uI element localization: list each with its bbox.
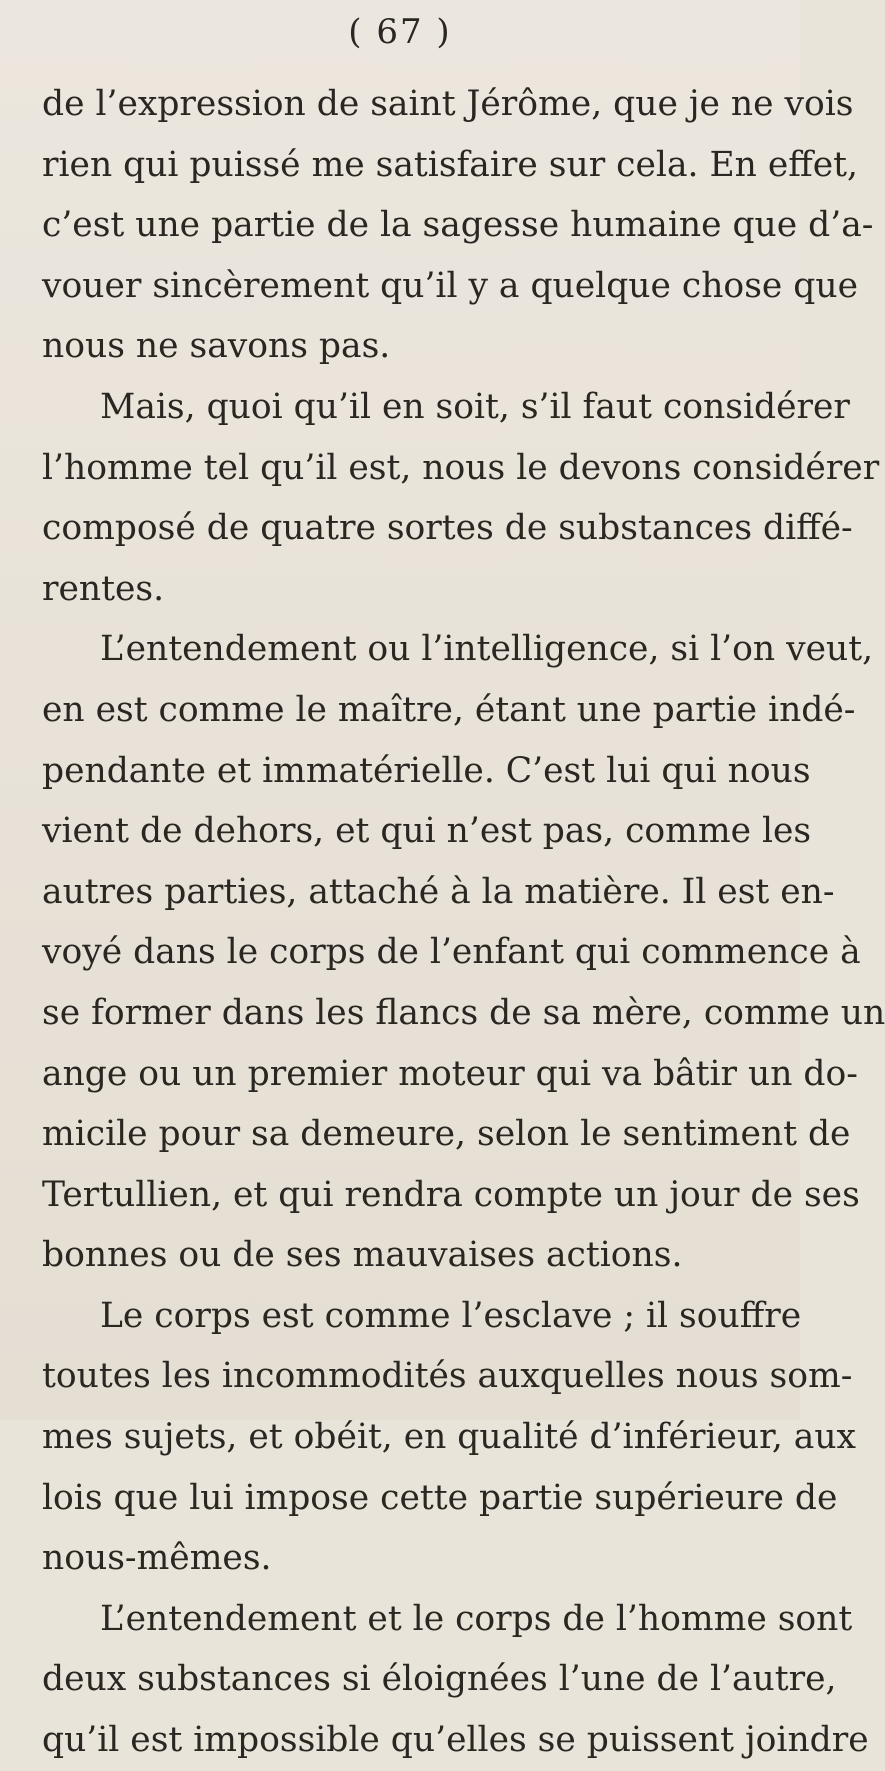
text-line: nous ne savons pas.	[42, 326, 391, 367]
text-line: Le corps est comme l’esclave ; il souffre	[100, 1295, 802, 1336]
text-line: lois que lui impose cette partie supérieure de	[42, 1477, 838, 1518]
body-text	[42, 74, 885, 1771]
text-line: ange ou un premier moteur qui va bâtir un do-	[42, 1053, 858, 1094]
text-line: vouer sincèrement qu’il y a quelque chose que	[42, 265, 859, 306]
text-line: voyé dans le corps de l’enfant qui commence à	[42, 932, 861, 973]
text-line: composé de quatre sortes de substances diffé-	[42, 508, 853, 549]
text-line: de l’expression de saint Jérôme, que je ne vois	[42, 84, 854, 124]
text-line: rien qui puissé me satisfaire sur cela. En effet,	[42, 144, 858, 185]
text-line: vient de dehors, et qui n’est pas, comme les	[42, 811, 812, 852]
text-line: pendante et immatérielle. C’est lui qui nous	[42, 750, 811, 791]
text-line: bonnes ou de ses mauvaises actions.	[42, 1235, 683, 1276]
text-line: mes sujets, et obéit, en qualité d’inférieur, aux	[42, 1417, 857, 1458]
text-line: Tertullien, et qui rendra compte un jour de ses	[42, 1174, 860, 1215]
text-line: autres parties, attaché à la matière. Il est en-	[42, 871, 835, 912]
text-line: deux substances si éloignées l’une de l’autre,	[42, 1659, 837, 1700]
text-line: Mais, quoi qu’il en soit, s’il faut considérer	[100, 386, 850, 427]
text-line: c’est une partie de la sagesse humaine que d’a-	[42, 205, 874, 246]
text-line: en est comme le maître, étant une partie indé-	[42, 689, 856, 730]
page-number: ( 67 )	[348, 12, 452, 52]
text-line: rentes.	[42, 568, 165, 609]
text-line: L’entendement ou l’intelligence, si l’on veut,	[100, 629, 874, 670]
text-line: toutes les incommodités auxquelles nous som-	[42, 1356, 853, 1397]
text-line: se former dans les flancs de sa mère, comme un	[42, 992, 885, 1033]
text-line: micile pour sa demeure, selon le sentiment de	[42, 1114, 851, 1155]
text-line: L’entendement et le corps de l’homme sont	[100, 1598, 853, 1639]
text-line: l’homme tel qu’il est, nous le devons considérer	[42, 447, 880, 488]
text-line: nous-mêmes.	[42, 1538, 272, 1579]
text-line: qu’il est impossible qu’elles se puissent joindre	[42, 1720, 869, 1761]
